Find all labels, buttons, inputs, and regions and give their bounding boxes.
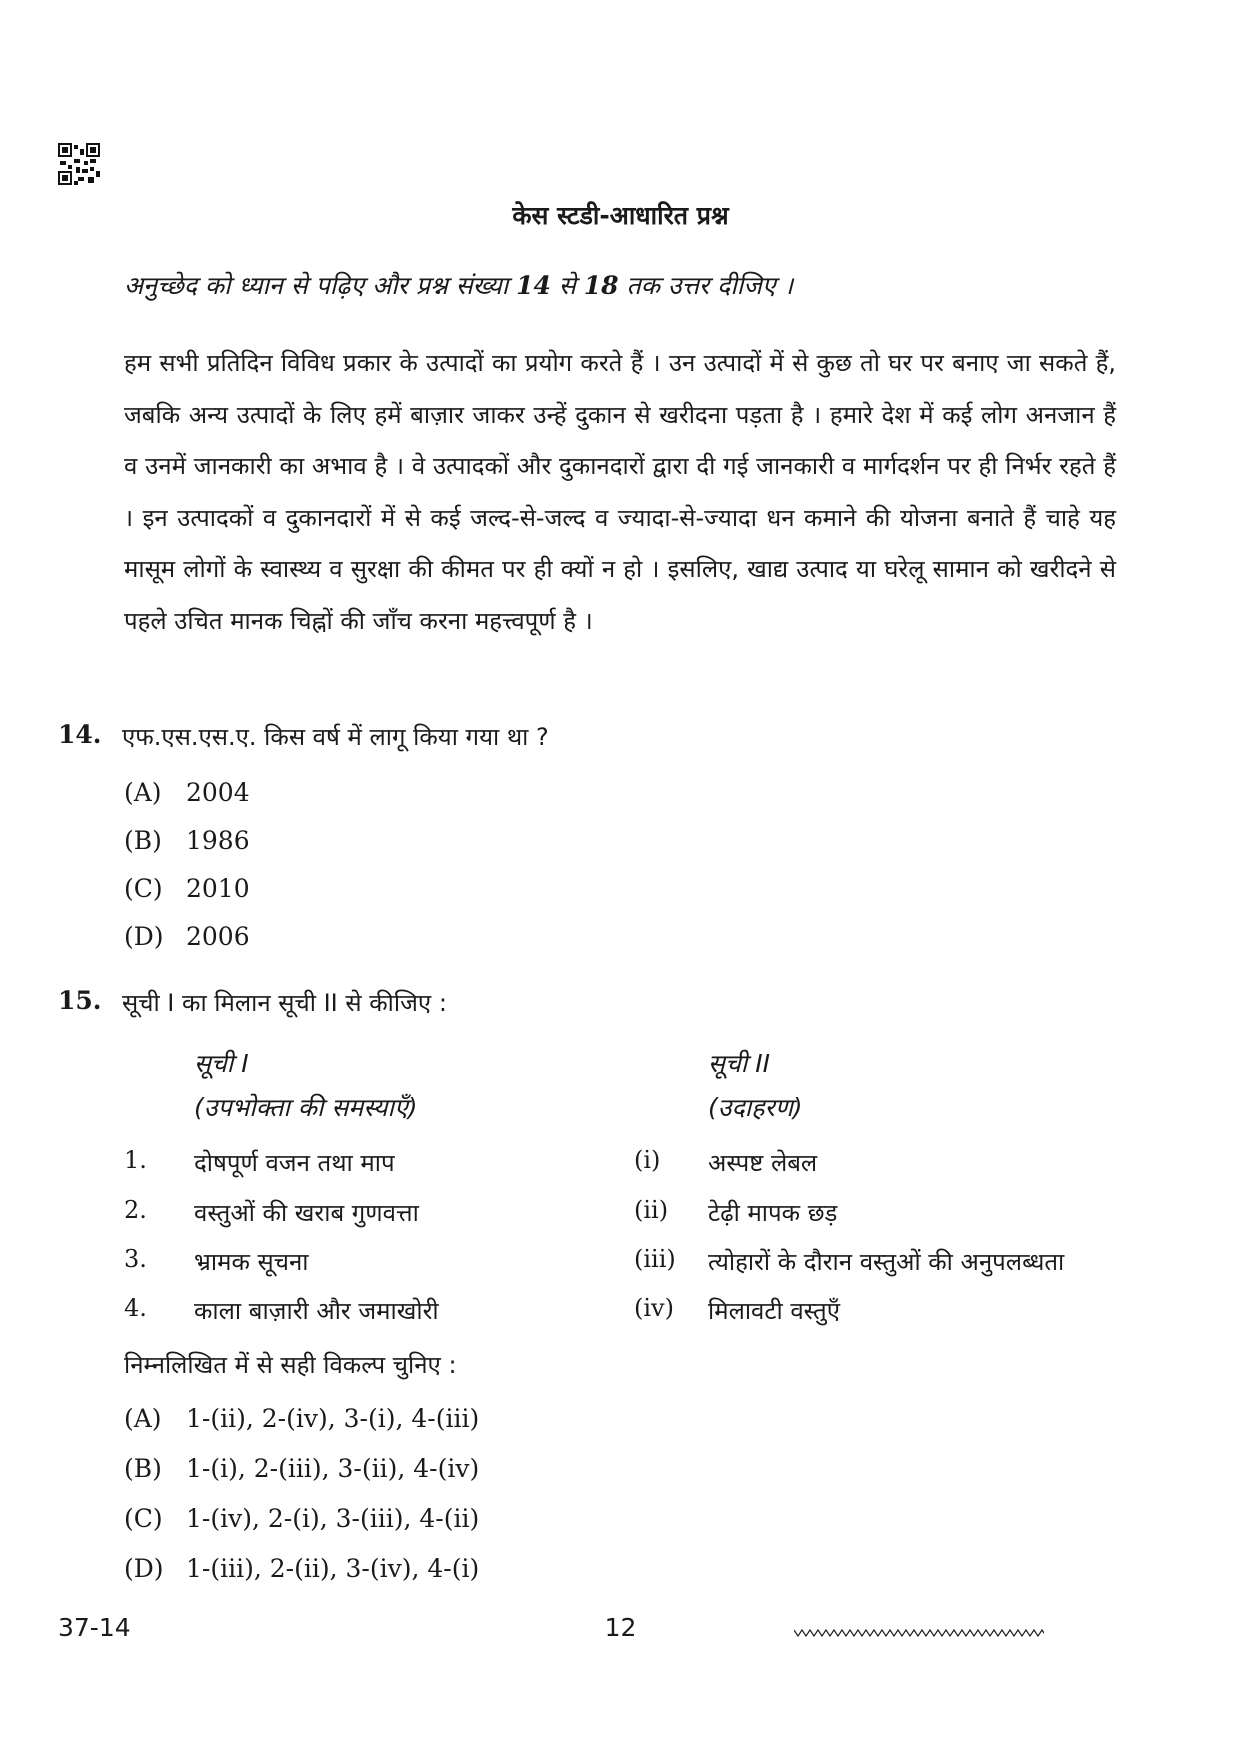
row-item: वस्तुओं की खराब गुणवत्ता [194, 1199, 419, 1227]
paper-code: 37-14 [58, 1613, 131, 1642]
instruction-before: अनुच्छेद को ध्यान से पढ़िए और प्रश्न संख्या [124, 271, 517, 300]
row-roman: (iv) [634, 1294, 674, 1322]
q15-option-b[interactable] [124, 1454, 479, 1483]
row-example: त्योहारों के दौरान वस्तुओं की अनुपलब्धता [708, 1248, 1065, 1276]
question-text: सूची I का मिलान सूची II से कीजिए : [122, 989, 447, 1017]
list2-title: सूची II [708, 1049, 770, 1078]
row-number: 4. [124, 1294, 147, 1322]
option-label: (B) [124, 1454, 162, 1483]
option-text: 2006 [186, 922, 250, 951]
option-label: (A) [124, 778, 162, 807]
q14-option-b[interactable] [124, 826, 250, 855]
option-text: 2004 [186, 778, 250, 807]
qr-code-icon [58, 143, 100, 185]
section-title: केस स्टडी-आधारित प्रश्न [512, 201, 729, 230]
row-number: 3. [124, 1245, 147, 1273]
option-label: (D) [124, 1554, 164, 1583]
question-number: 14. [58, 720, 102, 749]
option-label: (D) [124, 922, 164, 951]
q14-option-c[interactable] [124, 874, 250, 903]
list2-subtitle: (उदाहरण) [708, 1093, 803, 1122]
instruction-num-to: 18 [583, 271, 619, 300]
q15-option-d[interactable] [124, 1554, 479, 1583]
list1-title: सूची I [194, 1049, 249, 1078]
row-example: अस्पष्ट लेबल [708, 1149, 818, 1177]
q15-option-a[interactable] [124, 1404, 479, 1433]
instruction [124, 268, 793, 302]
q15-option-c[interactable] [124, 1504, 479, 1533]
row-roman: (ii) [634, 1196, 669, 1224]
option-label: (B) [124, 826, 162, 855]
instruction-num-from: 14 [516, 271, 551, 300]
row-item: दोषपूर्ण वजन तथा माप [194, 1149, 395, 1177]
option-text: 2010 [186, 874, 250, 903]
option-text: 1-(i), 2-(iii), 3-(ii), 4-(iv) [186, 1454, 480, 1483]
instruction-middle: से [550, 271, 584, 300]
q14-option-d[interactable] [124, 922, 250, 951]
row-roman: (i) [634, 1146, 661, 1174]
page-number: 12 [604, 1613, 637, 1642]
option-text: 1-(ii), 2-(iv), 3-(i), 4-(iii) [186, 1404, 480, 1433]
option-label: (C) [124, 874, 163, 903]
row-example: टेढ़ी मापक छड़ [708, 1199, 838, 1227]
question-text: एफ.एस.एस.ए. किस वर्ष में लागू किया गया था ? [122, 723, 549, 751]
choose-instruction: निम्नलिखित में से सही विकल्प चुनिए : [124, 1351, 457, 1379]
wavy-line-icon [794, 1626, 1044, 1640]
option-text: 1986 [186, 826, 250, 855]
instruction-after: तक उत्तर दीजिए । [618, 271, 794, 300]
row-number: 1. [124, 1146, 147, 1174]
row-roman: (iii) [634, 1245, 676, 1273]
question-number: 15. [58, 986, 102, 1015]
row-example: मिलावटी वस्तुएँ [708, 1297, 840, 1325]
q14-option-a[interactable] [124, 778, 250, 807]
list1-subtitle: (उपभोक्ता की समस्याएँ) [194, 1093, 418, 1122]
option-label: (C) [124, 1504, 163, 1533]
row-item: भ्रामक सूचना [194, 1248, 309, 1276]
row-item: काला बाज़ारी और जमाखोरी [194, 1297, 439, 1325]
row-number: 2. [124, 1196, 147, 1224]
case-study-passage: हम सभी प्रतिदिन विविध प्रकार के उत्पादों का प्रयोग करते हैं । उन उत्पादों में से कुछ तो घर पर बनाए जा सकते हैं, जबकि अन्य उत्पादों के लिए हमें बाज़ार जाकर उन्हें दुकान से खरीदना पड़ता है । हमारे देश में कई लोग अनजान हैं व उनमें जानकारी का अभाव है । वे उत्पादकों और दुकानदारों द्वारा दी गई जानकारी व मार्गदर्शन पर ही निर्भर रहते हैं । इन उत्पादकों व दुकानदारों में से कई जल्द-से-जल्द व ज्यादा-से-ज्यादा धन कमाने की योजना बनाते हैं चाहे यह मासूम लोगों के स्वास्थ्य व सुरक्षा की कीमत पर ही क्यों न हो । इसलिए, खाद्य उत्पाद या घरेलू सामान को खरीदने से पहले उचित मानक चिह्नों की जाँच करना महत्त्वपूर्ण है । [124, 349, 1116, 635]
option-label: (A) [124, 1404, 162, 1433]
option-text: 1-(iii), 2-(ii), 3-(iv), 4-(i) [186, 1554, 480, 1583]
option-text: 1-(iv), 2-(i), 3-(iii), 4-(ii) [186, 1504, 480, 1533]
